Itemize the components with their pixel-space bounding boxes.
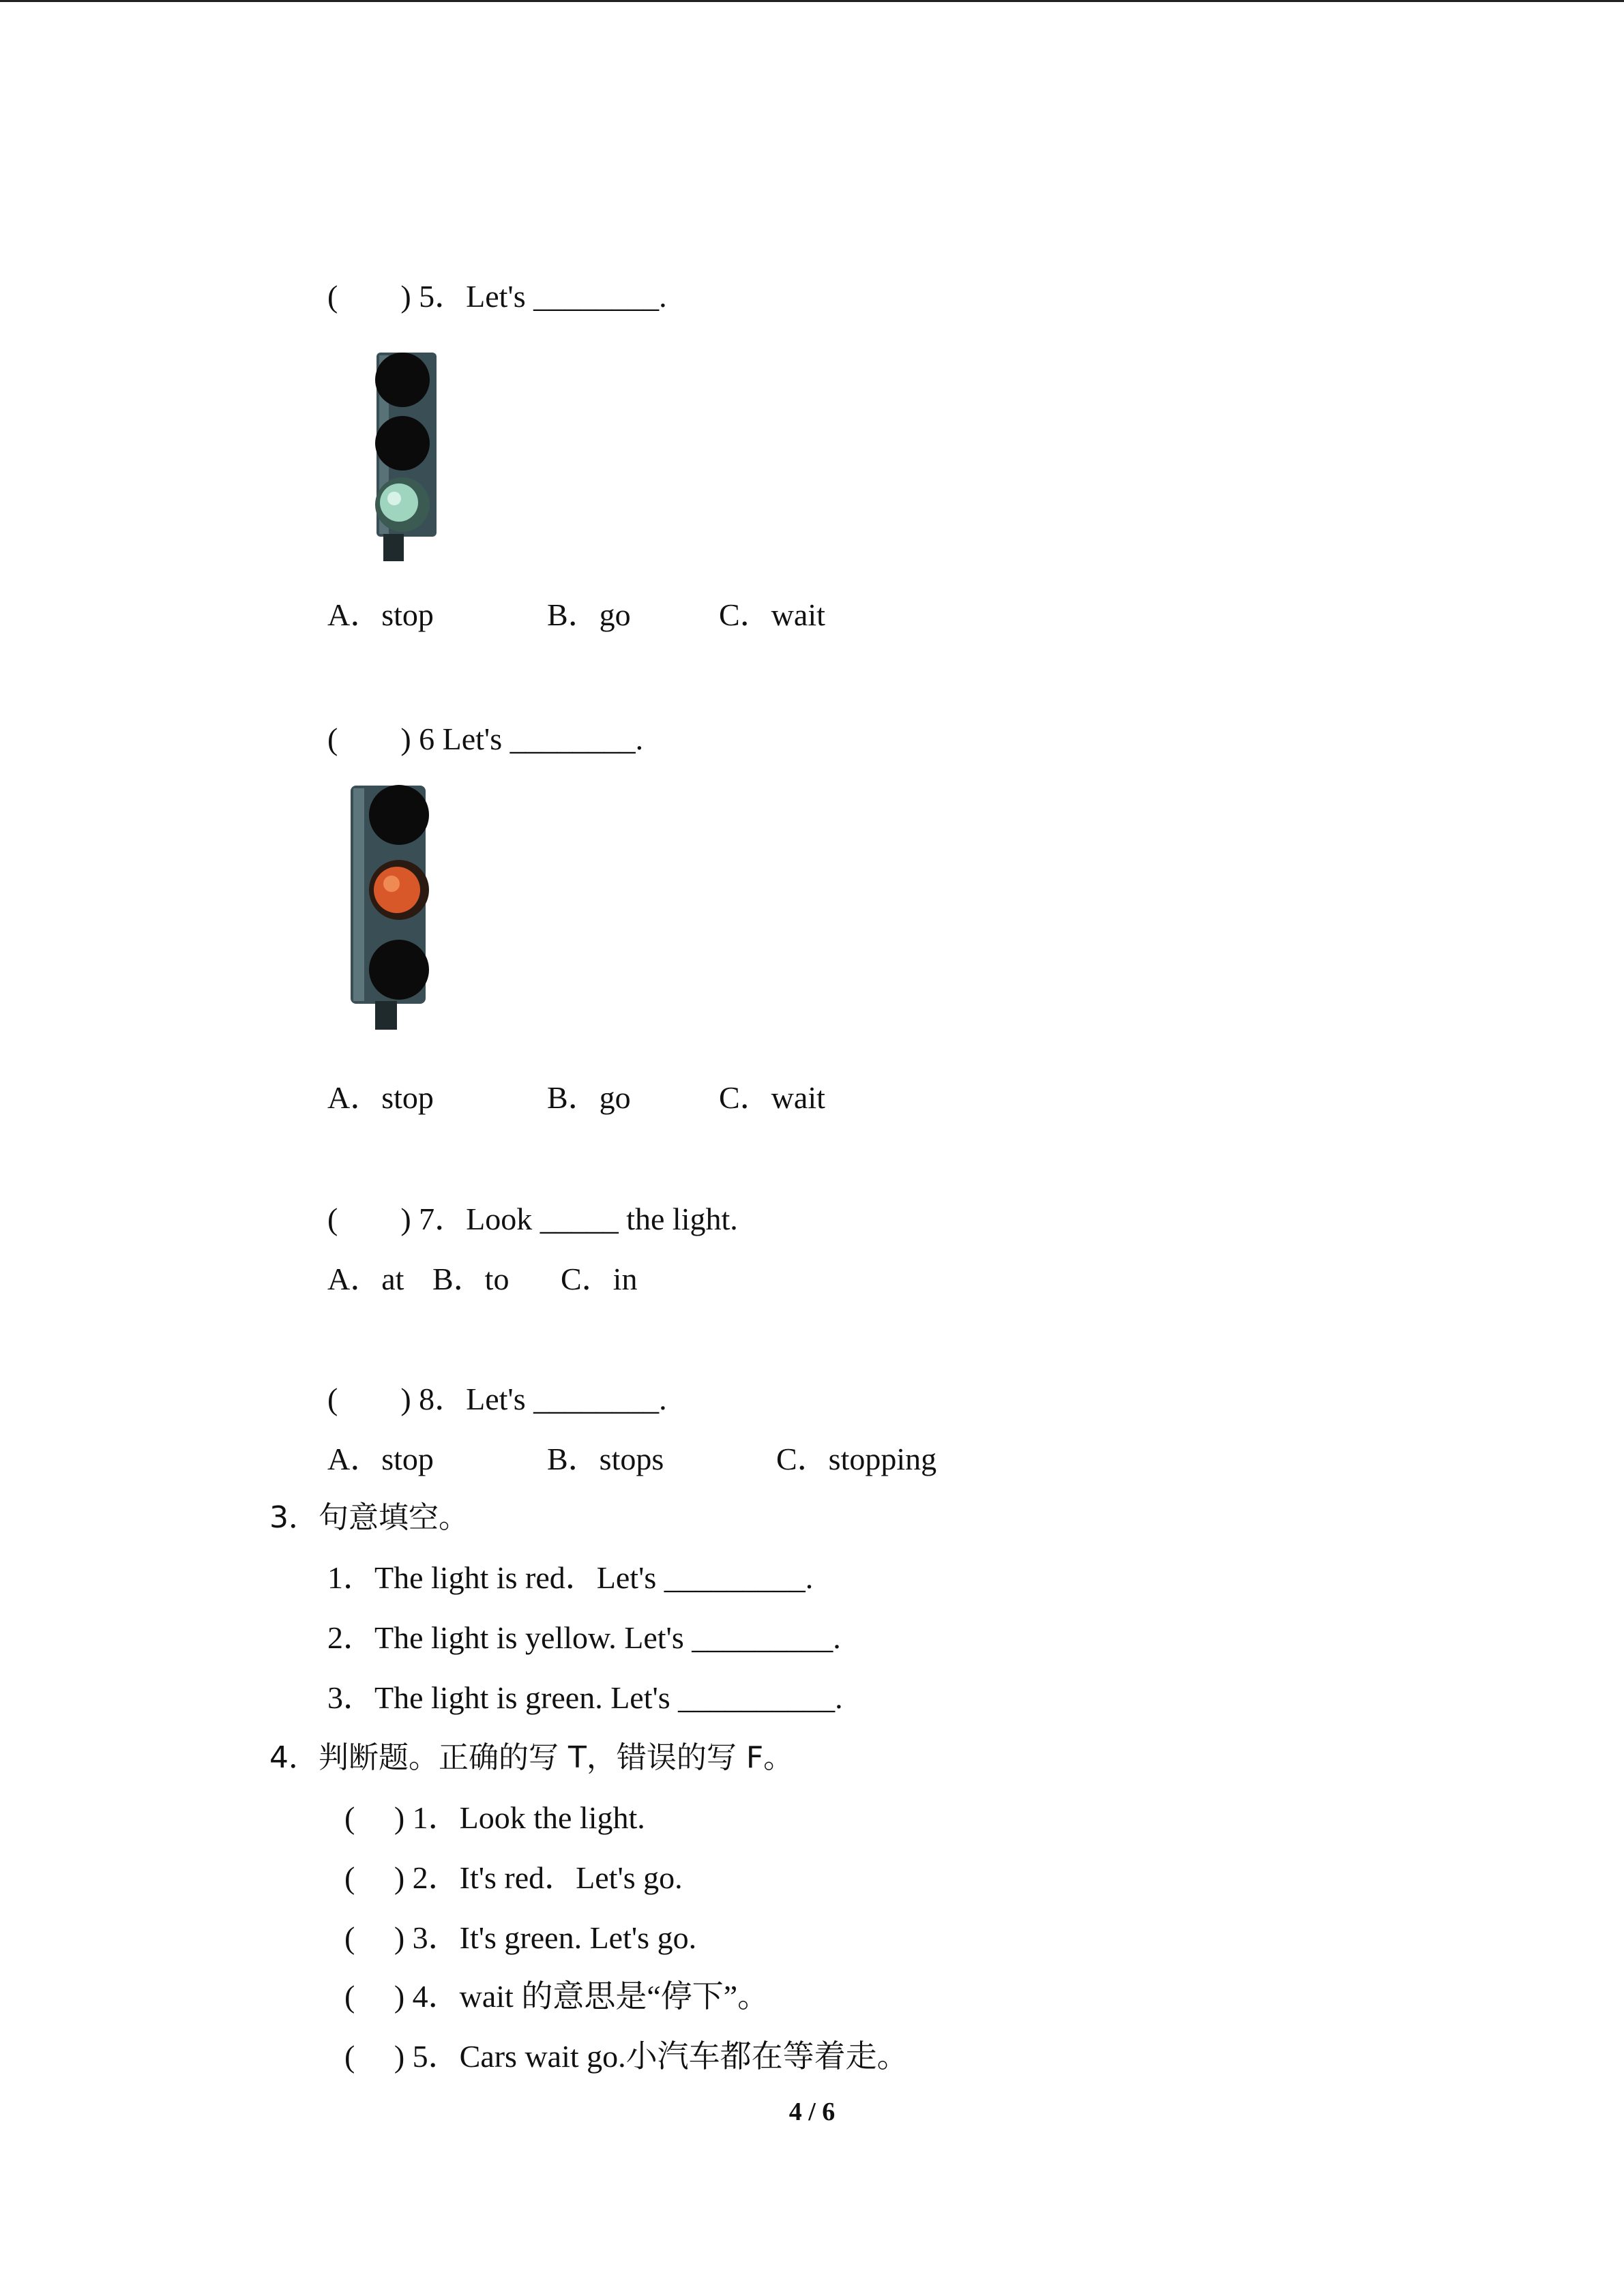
question-5-option-c: C．wait [719,597,825,632]
traffic-light-green-lamp-off [369,940,429,1000]
traffic-light-red-lamp-off [375,353,430,407]
page-top-border [0,0,1624,2]
question-7-option-a: A．at [327,1262,404,1296]
section-3-item-2: 2．The light is yellow. Let's _________. [327,1620,841,1655]
question-7-stem: ( ) 7．Look _____ the light. [327,1202,738,1236]
traffic-light-yellow-lamp-on [374,867,420,913]
question-5-option-b: B．go [547,597,631,632]
question-6-stem: ( ) 6 Let's ________. [327,721,644,756]
section-3-title: 3．句意填空。 [269,1500,469,1535]
section-4-item-5: ( ) 5．Cars wait go.小汽车都在等着走。 [344,2039,909,2074]
question-7-option-c: C．in [561,1262,638,1296]
traffic-light-pole [383,534,404,561]
question-6-option-c: C．wait [719,1080,825,1115]
section-4-item-2: ( ) 2．It's red．Let's go. [344,1860,683,1895]
question-6-option-a: A．stop [327,1080,434,1115]
section-3-item-1: 1．The light is red．Let's _________. [327,1560,814,1595]
question-7-option-b: B．to [432,1262,510,1296]
page-number: 4 / 6 [788,2098,836,2126]
traffic-light-pole [375,1001,397,1030]
traffic-light-yellow-icon [341,777,464,1037]
traffic-light-yellow-lamp-off [375,416,430,471]
traffic-light-green-icon [355,344,477,569]
traffic-light-red-lamp-off [369,785,429,845]
question-8-stem: ( ) 8．Let's ________. [327,1382,667,1416]
question-5-stem: ( ) 5．Let's ________. [327,279,667,314]
question-5-option-a: A．stop [327,597,434,632]
section-4-item-1: ( ) 1．Look the light. [344,1800,645,1835]
question-8-option-c: C．stopping [776,1442,937,1476]
section-4-item-4: ( ) 4．wait 的意思是“停下”。 [344,1979,769,2014]
question-8-option-a: A．stop [327,1442,434,1476]
section-3-item-3: 3．The light is green. Let's __________. [327,1680,843,1715]
section-4-title: 4．判断题。正确的写 T，错误的写 F。 [269,1740,794,1775]
section-4-item-3: ( ) 3．It's green. Let's go. [344,1920,697,1955]
question-6-option-b: B．go [547,1080,631,1115]
question-8-option-b: B．stops [547,1442,664,1476]
